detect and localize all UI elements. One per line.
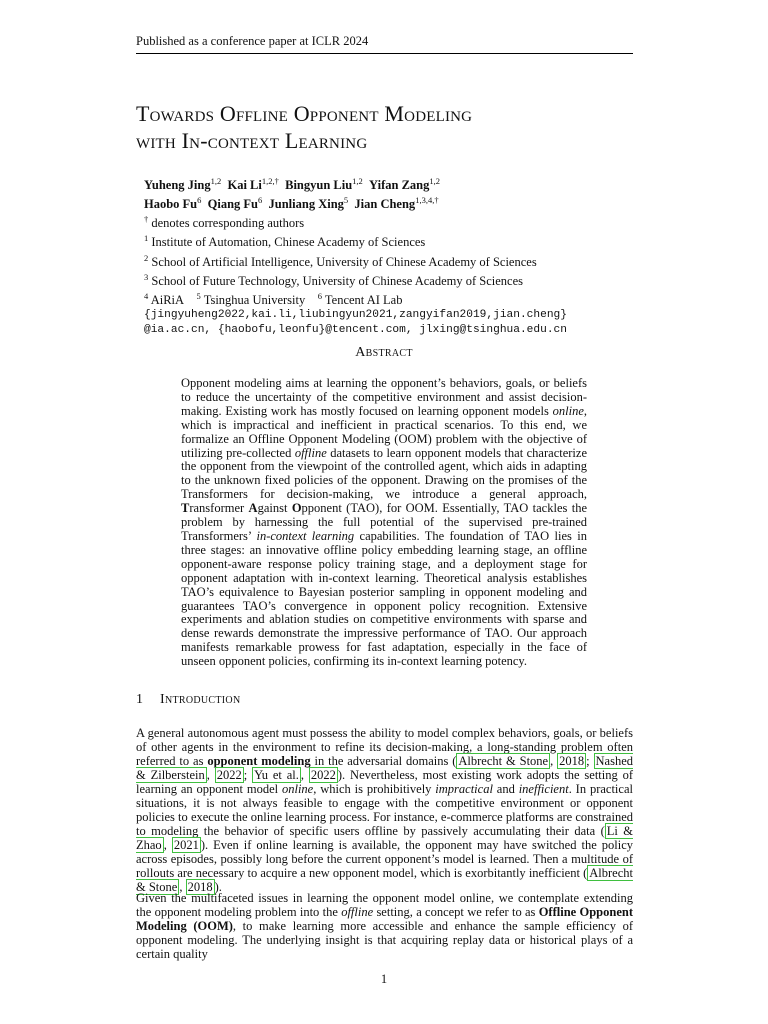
author-block	[144, 174, 634, 338]
body-text: and	[492, 782, 519, 796]
acronym-letter: A	[248, 501, 258, 516]
citation-link[interactable]: 2018	[187, 880, 213, 894]
body-text: , which is prohibitively	[313, 782, 436, 796]
affil-text: Tsinghua University	[203, 293, 306, 308]
citation-link[interactable]: Yu et al.	[254, 768, 299, 782]
author-affil-sup: 1,2	[352, 176, 363, 186]
body-text: ,	[163, 838, 172, 852]
title-line-2: with In-context Learning	[136, 128, 368, 153]
author-affil-sup: 6	[197, 195, 202, 206]
author-affil-sup: 1,2	[210, 176, 222, 186]
abstract-text: Opponent modeling aims at learning the opponent’s behaviors, goals, or beliefs to reduce the uncertainty of the competitive environment and assist decision-making. Existing work has mostly focused on learning opponent models	[181, 376, 587, 418]
corresponding-text: denotes corresponding authors	[151, 216, 305, 231]
section-number: 1	[136, 692, 143, 707]
body-text: ,	[300, 768, 309, 782]
body-text: ,	[550, 754, 558, 768]
title-line-1: Towards Offline Opponent Modeling	[136, 101, 473, 126]
emph-online: online	[552, 403, 584, 418]
body-text: ). Nevertheless, most existing work adopts the setting of learning an opponent model	[136, 768, 634, 796]
author-affil-sup: 1,3,4,†	[415, 195, 439, 206]
affil-sup: 4	[144, 290, 149, 301]
body-text: ,	[206, 768, 215, 782]
affil-text: AiRiA	[150, 293, 185, 308]
author-name: Bingyun Liu	[285, 178, 353, 193]
acronym-letter: O	[291, 501, 302, 516]
section-title: Introduction	[160, 692, 241, 707]
page-number: 1	[380, 972, 388, 986]
paper-title	[136, 100, 656, 154]
dagger-mark: †	[144, 214, 149, 225]
affil-sup: 6	[317, 290, 322, 301]
abstract-text: datasets to learn opponent models that characterize the opponent from the viewpoint of the controlled agent, which aids in adapting to the unknown fixed policies of the opponent. Drawing on the promises of the Transformers for decision-making, we introduce a general approach,	[181, 445, 587, 502]
body-text: ;	[586, 754, 594, 768]
bold-term: opponent modeling	[207, 754, 311, 768]
abstract-heading: Abstract	[355, 345, 413, 360]
affil-sup: 5	[196, 290, 201, 301]
author-affil-sup: 5	[343, 195, 349, 206]
affiliation	[144, 270, 634, 289]
emph-online: online	[281, 782, 314, 796]
body-text: in the adversarial domains (	[310, 754, 457, 768]
abstract-text: ransformer	[189, 501, 249, 516]
abstract-body	[181, 377, 587, 669]
author-line-2	[144, 193, 634, 212]
author-name: Yuheng Jing	[144, 178, 211, 193]
affiliation	[144, 251, 634, 270]
citation-link[interactable]: Albrecht & Stone	[136, 866, 633, 894]
emph-impractical: impractical	[435, 782, 493, 796]
affil-sup: 2	[144, 252, 149, 263]
body-text: ).	[214, 880, 222, 894]
author-name: Junliang Xing	[268, 197, 344, 212]
section-heading	[136, 692, 240, 708]
body-text: setting, a concept we refer to as	[373, 905, 539, 919]
author-name: Haobo Fu	[144, 197, 198, 212]
author-affil-sup: 1,2,†	[261, 176, 279, 186]
author-name: Yifan Zang	[369, 178, 430, 193]
author-affil-sup: 1,2	[429, 176, 440, 186]
running-header: Published as a conference paper at ICLR 2024	[136, 34, 633, 54]
author-affil-sup: 6	[258, 195, 263, 206]
body-text: ). Even if online learning is available, the opponent may have switched the policy across episodes, possibly long before the current opponent’s model is learned. Then a multitude of rollouts are necessary to acquire a new opponent model, which is exorbitantly inefficient (	[136, 838, 633, 880]
affiliation-line-4	[144, 289, 634, 308]
author-name: Jian Cheng	[354, 197, 416, 212]
bold-term: Offline Opponent Modeling (OOM)	[136, 905, 633, 933]
email-line-1: {jingyuheng2022,kai.li,liubingyun2021,zangyifan2019,jian.cheng}	[144, 309, 567, 322]
abstract-text: pponent (TAO), for OOM. Essentially, TAO tackles the problem by harnessing the full potential of the supervised pre-trained Transformers’	[181, 501, 587, 543]
affil-text: Tencent AI Lab	[324, 293, 403, 308]
body-text: ,	[179, 880, 186, 894]
corresponding-note	[144, 212, 634, 231]
emph-icl: in-context learning	[256, 528, 355, 543]
body-text: . In practical situations, it is not always feasible to engage with the competitive environment or opponent policies to execute the online learning process. For instance, e-commerce platforms are constrained to modeling the behavior of specific users offline by passively accumulating their data (	[136, 782, 633, 838]
citation-link[interactable]: 2018	[559, 754, 585, 768]
citation-link[interactable]: Nashed & Zilberstein	[136, 754, 633, 782]
citation-link[interactable]: Li & Zhao	[136, 824, 633, 852]
intro-paragraph-2	[136, 891, 633, 961]
affil-sup: 3	[144, 271, 149, 282]
body-text: , to make learning more accessible and enhance the sample efficiency of opponent modeling. The underlying insight is that acquiring replay data or historical plays of a certain quality	[136, 919, 633, 961]
citation-link[interactable]: Albrecht & Stone	[458, 754, 549, 768]
body-text: A general autonomous agent must possess the ability to model complex behaviors, goals, or beliefs of other agents in the environment to refine its decision-making, a long-standing problem often referred to as	[136, 726, 633, 768]
emph-offline: offline	[341, 905, 374, 919]
emph-inefficient: inefficient	[518, 782, 569, 796]
abstract-text: gainst	[257, 501, 292, 516]
affil-sup: 1	[144, 233, 149, 244]
affil-text: Institute of Automation, Chinese Academy of Sciences	[151, 235, 426, 250]
body-text: Given the multifaceted issues in learning the opponent model online, we contemplate extending the opponent modeling problem into the	[136, 891, 633, 919]
intro-paragraph-1	[136, 726, 633, 894]
affiliation	[144, 231, 634, 250]
abstract-text: capabilities. The foundation of TAO lies in three stages: an innovative offline policy embedding learning stage, an offline opponent-aware response policy training stage, and a deployment stage for opponent adaptation with in-context learning. Theoretical analysis establishes TAO’s equivalence to Bayesian posterior sampling in opponent modeling and guarantees TAO’s convergence in opponent policy recognition. Extensive experiments and ablation studies on competitive environments with sparse and dense rewards demonstrate the impressive performance of TAO. Our approach manifests remarkable prowess for fast adaptation, especially in the face of unseen opponent policies, confirming its in-context learning potency.	[181, 528, 587, 669]
author-name: Kai Li	[227, 178, 262, 193]
emph-offline: offline	[294, 445, 327, 460]
acronym-letter: T	[181, 501, 190, 516]
citation-link[interactable]: 2021	[173, 838, 199, 852]
citation-link[interactable]: 2022	[216, 768, 242, 782]
author-name: Qiang Fu	[207, 197, 259, 212]
abstract-text: , which is impractical and inefficient in practical scenarios. To this end, we formalize an Offline Opponent Modeling (OOM) problem with the objective of utilizing pre-collected	[181, 403, 587, 460]
affil-text: School of Artificial Intelligence, University of Chinese Academy of Sciences	[151, 254, 537, 269]
email-line-2: @ia.ac.cn, {haobofu,leonfu}@tencent.com, jlxing@tsinghua.edu.cn	[144, 324, 567, 337]
affil-text: School of Future Technology, University of Chinese Academy of Sciences	[151, 273, 523, 288]
body-text: ;	[243, 768, 253, 782]
author-line-1	[144, 174, 634, 193]
citation-link[interactable]: 2022	[310, 768, 336, 782]
